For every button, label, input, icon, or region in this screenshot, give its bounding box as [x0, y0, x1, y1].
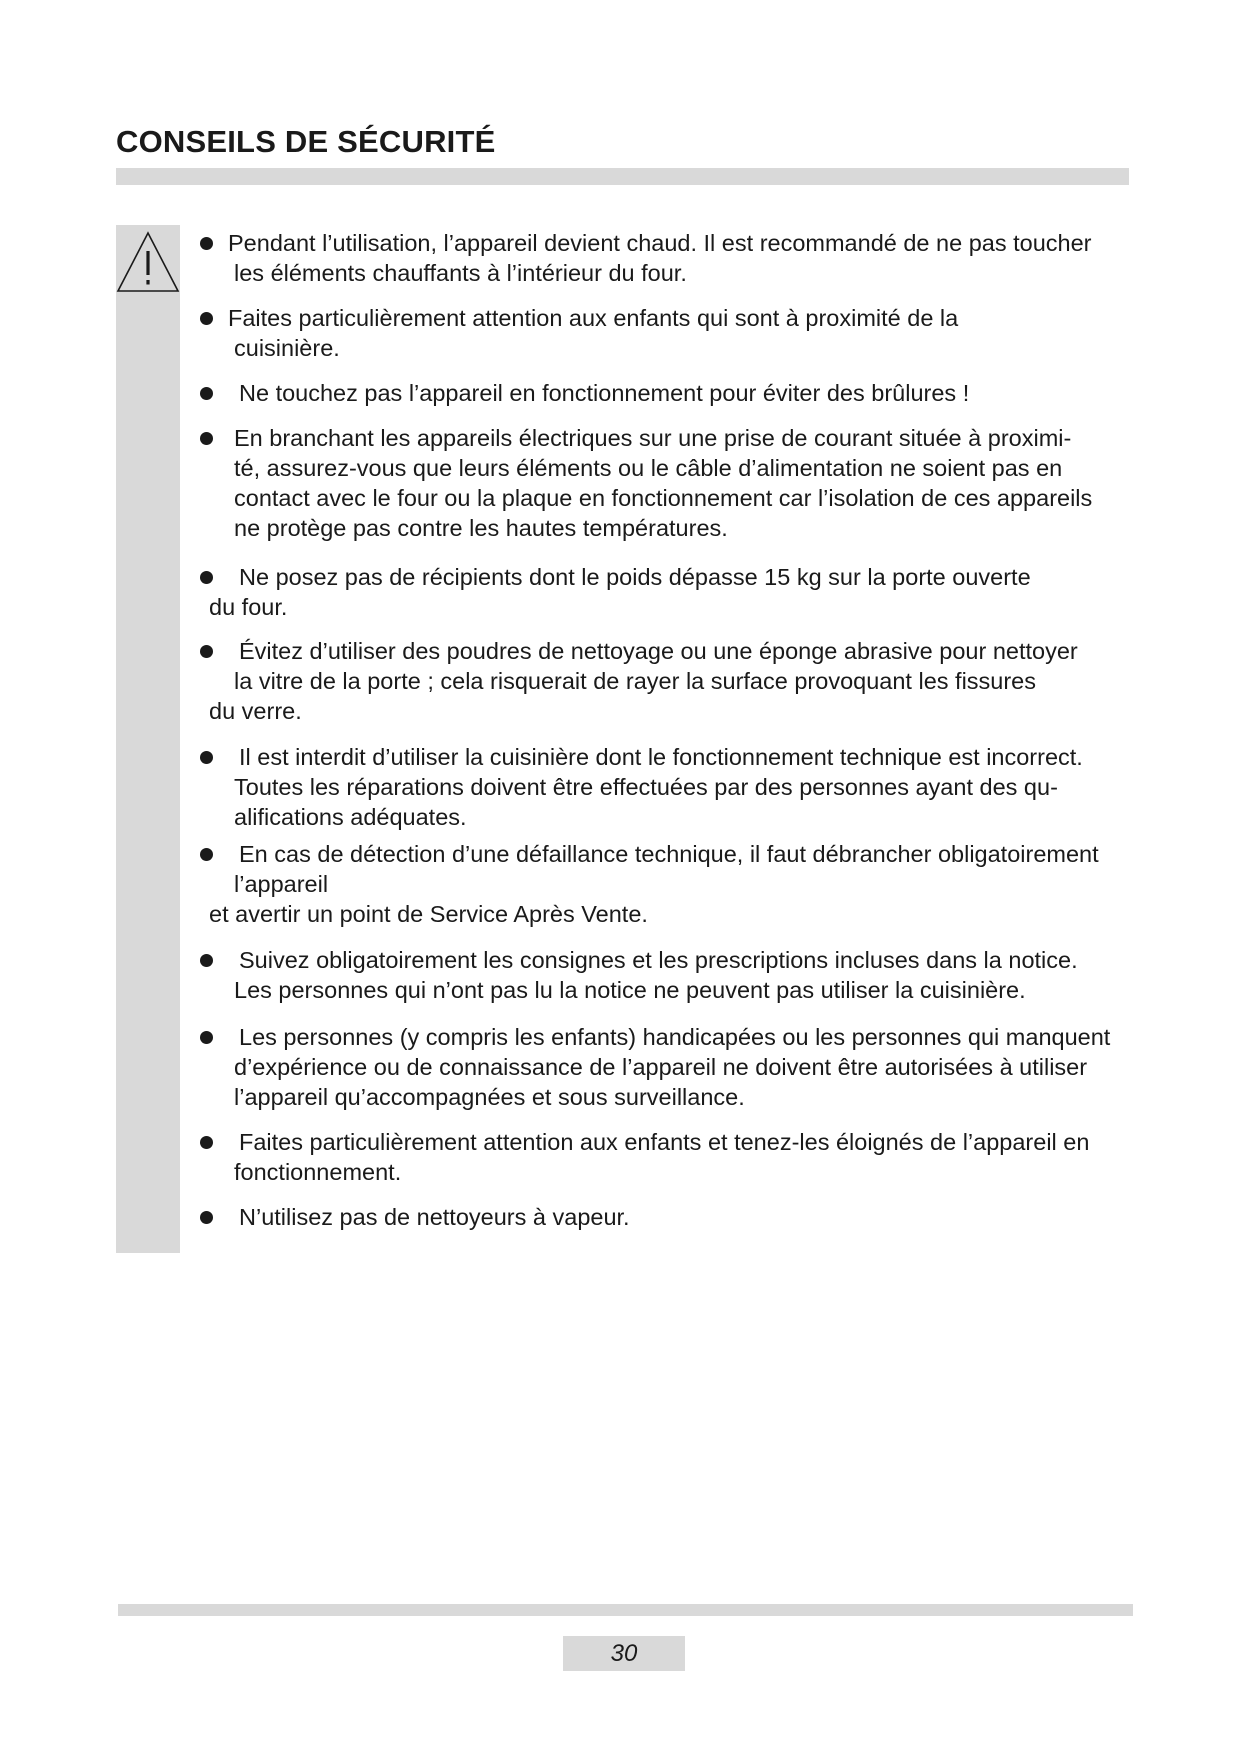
list-item-line: du four.	[209, 594, 288, 620]
list-item-line: Pendant l’utilisation, l’appareil devient chaud. Il est recommandé de ne pas toucher	[228, 230, 1092, 256]
warning-triangle-icon	[116, 225, 180, 295]
list-item-line: fonctionnement.	[234, 1159, 402, 1185]
list-item-line: ne protège pas contre les hautes températures.	[234, 515, 728, 541]
list-item-line: contact avec le four ou la plaque en fonctionnement car l’isolation de ces appareils	[234, 485, 1093, 511]
page-title: CONSEILS DE SÉCURITÉ	[116, 124, 496, 159]
bullet-icon	[200, 1211, 213, 1224]
list-item-line: Suivez obligatoirement les consignes et les prescriptions incluses dans la notice.	[239, 947, 1078, 973]
list-item-line: En branchant les appareils électriques sur une prise de courant située à proximi-	[234, 425, 1072, 451]
list-item-line: N’utilisez pas de nettoyeurs à vapeur.	[239, 1204, 630, 1230]
bullet-icon	[200, 954, 213, 967]
list-item-line: cuisinière.	[234, 335, 340, 361]
footer-divider	[118, 1604, 1133, 1616]
list-item-line: l’appareil qu’accompagnées et sous surveillance.	[234, 1084, 745, 1110]
bullet-icon	[200, 1031, 213, 1044]
bullet-icon	[200, 848, 213, 861]
list-item-line: En cas de détection d’une défaillance technique, il faut débrancher obligatoirement	[239, 841, 1099, 867]
list-item-line: alifications adéquates.	[234, 804, 467, 830]
list-item-line: les éléments chauffants à l’intérieur du four.	[234, 260, 687, 286]
list-item-line: Toutes les réparations doivent être effectuées par des personnes ayant des qu-	[234, 774, 1058, 800]
side-band	[116, 225, 180, 1253]
bullet-icon	[200, 645, 213, 658]
list-item-line: Les personnes (y compris les enfants) handicapées ou les personnes qui manquent	[239, 1024, 1111, 1050]
bullet-icon	[200, 751, 213, 764]
list-item-line: d’expérience ou de connaissance de l’appareil ne doivent être autorisées à utiliser	[234, 1054, 1088, 1080]
title-divider	[116, 168, 1129, 185]
bullet-icon	[200, 312, 213, 325]
bullet-icon	[200, 432, 213, 445]
list-item-line: et avertir un point de Service Après Vente.	[209, 901, 648, 927]
page-number: 30	[610, 1639, 638, 1667]
bullet-icon	[200, 237, 213, 250]
list-item-line: Il est interdit d’utiliser la cuisinière dont le fonctionnement technique est incorrect.	[239, 744, 1083, 770]
list-item-line: Faites particulièrement attention aux enfants qui sont à proximité de la	[228, 305, 959, 331]
list-item-line: la vitre de la porte ; cela risquerait de rayer la surface provoquant les fissures	[234, 668, 1037, 694]
bullet-icon	[200, 571, 213, 584]
bullet-icon	[200, 1136, 213, 1149]
list-item-line: Faites particulièrement attention aux enfants et tenez-les éloignés de l’appareil en	[239, 1129, 1090, 1155]
list-item-line: du verre.	[209, 698, 302, 724]
list-item-line: Les personnes qui n’ont pas lu la notice ne peuvent pas utiliser la cuisinière.	[234, 977, 1026, 1003]
list-item-line: Ne touchez pas l’appareil en fonctionnement pour éviter des brûlures !	[239, 380, 970, 406]
list-item-line: té, assurez-vous que leurs éléments ou le câble d’alimentation ne soient pas en	[234, 455, 1063, 481]
list-item-line: l’appareil	[234, 871, 329, 897]
page-number-box	[563, 1636, 685, 1671]
list-item-line: Ne posez pas de récipients dont le poids dépasse 15 kg sur la porte ouverte	[239, 564, 1031, 590]
bullet-icon	[200, 387, 213, 400]
list-item-line: Évitez d’utiliser des poudres de nettoyage ou une éponge abrasive pour nettoyer	[239, 638, 1078, 664]
